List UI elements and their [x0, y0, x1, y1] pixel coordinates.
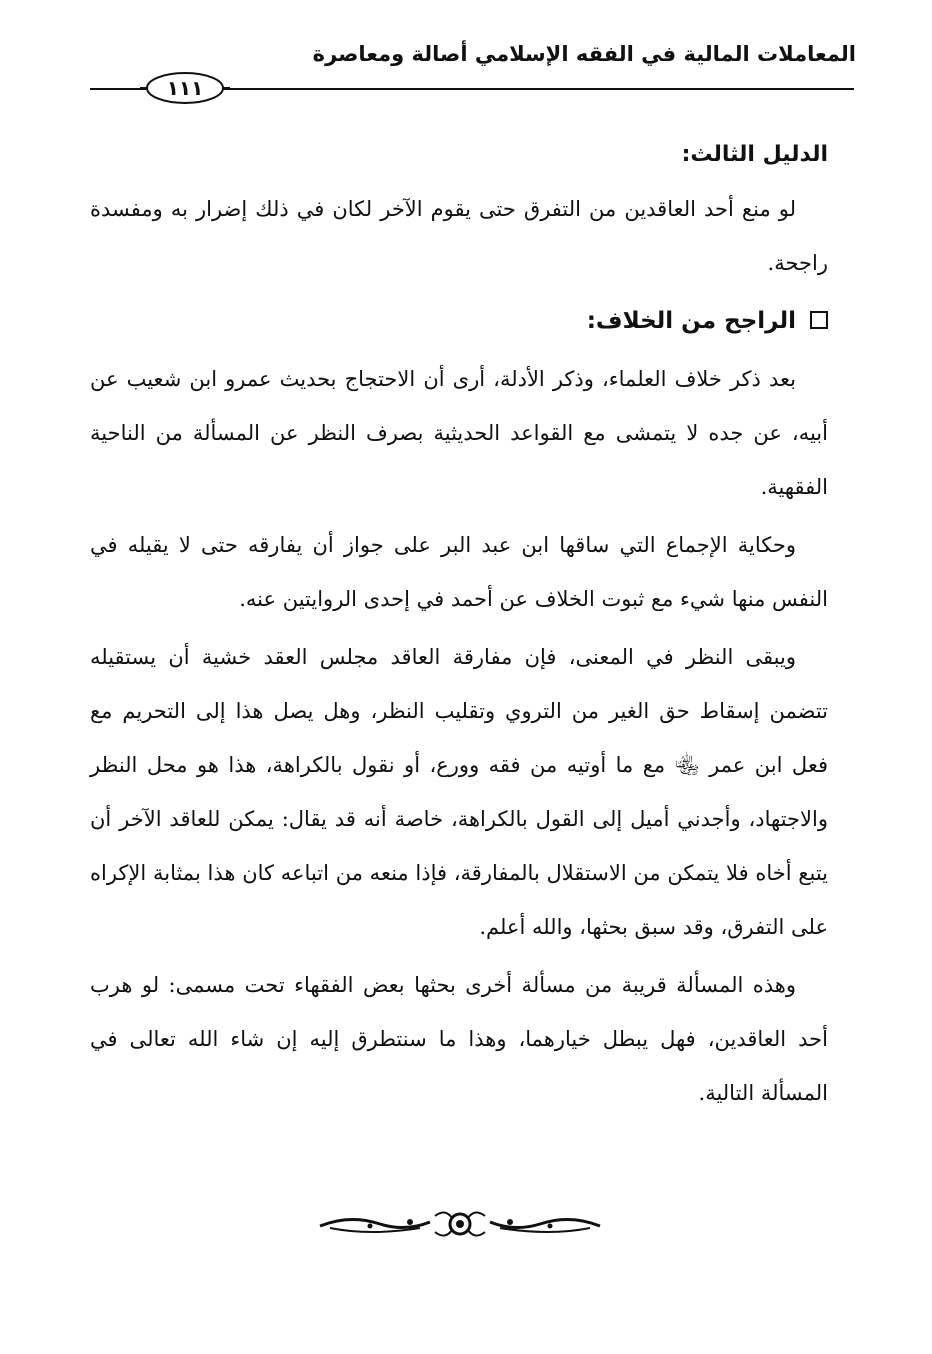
paragraph-third-evidence: لو منع أحد العاقدين من التفرق حتى يقوم الآخر لكان في ذلك إضرار به ومفسدة راجحة. — [90, 197, 828, 275]
paragraph-3: ويبقى النظر في المعنى، فإن مفارقة العاقد مجلس العقد خشية أن يستقيله تتضمن إسقاط حق الغير من التروي وتقليب النظر، وهل يصل هذا إلى التحريم مع فعل ابن عمر ﵄ مع ما أوتيه من فقه وورع، أو نقول بالكراهة، هذا هو محل النظر والاجتهاد، وأجدني أميل إلى القول بالكراهة، خاصة أنه قد يقال: يمكن للعاقد الآخر أن يتبع أخاه فلا يتمكن من الاستقلال بالمفارقة، فإذا منعه من اتباعه كان هذا بمثابة الإكراه على التفرق، وقد سبق بحثها، والله أعلم. — [90, 645, 828, 939]
section-heading-preferred-view — [90, 296, 828, 346]
checkbox-square-icon — [810, 311, 828, 329]
paragraph-1: بعد ذكر خلاف العلماء، وذكر الأدلة، أرى أن الاحتجاج بحديث عمرو ابن شعيب عن أبيه، عن جده لا يتمشى مع القواعد الحديثية بصرف النظر عن المسألة من الناحية الفقهية. — [90, 367, 828, 499]
running-header-title: المعاملات المالية في الفقه الإسلامي أصالة ومعاصرة — [312, 42, 856, 66]
section-heading-preferred-label: الراجح من الخلاف: — [586, 308, 796, 334]
decorative-ornament-icon — [310, 1204, 610, 1244]
page-number: ١١١ — [166, 76, 204, 100]
paragraph-4: وهذه المسألة قريبة من مسألة أخرى بحثها بعض الفقهاء تحت مسمى: لو هرب أحد العاقدين، فهل يبطل خيارهما، وهذا ما سنتطرق إليه إن شاء الله تعالى في المسألة التالية. — [90, 973, 828, 1105]
page-body — [90, 128, 828, 1124]
section-heading-third-evidence: الدليل الثالث: — [681, 142, 828, 167]
page-number-badge — [140, 70, 230, 106]
paragraph-2: وحكاية الإجماع التي ساقها ابن عبد البر على جواز أن يفارقه حتى لا يقيله في النفس منها شيء مع ثبوت الخلاف عن أحمد في إحدى الروايتين عنه. — [90, 533, 828, 611]
